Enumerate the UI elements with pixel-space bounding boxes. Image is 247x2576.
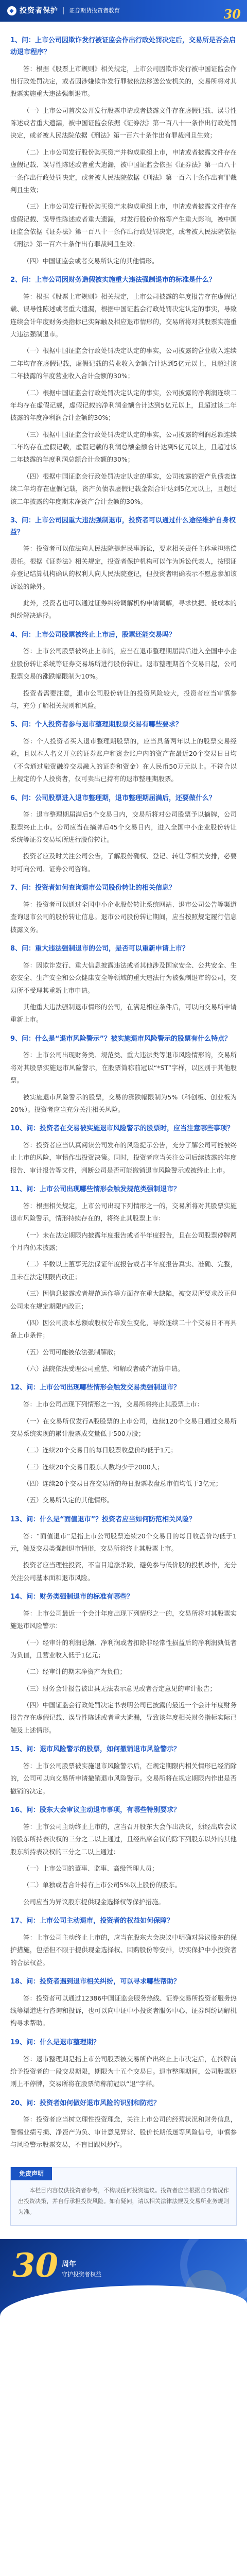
answer xyxy=(10,959,237,1026)
answer-paragraph: （一）上市公司首次公开发行股票申请或者披露文件存在虚假记载、误导性陈述或者重大遗漏，被中国证监会依据《证券法》第一百八十一条作出行政处罚决定，或者被人民法院依据《刑法》第一百六十条作出有罪裁判且生效； xyxy=(10,106,237,140)
anniversary-number: 30 xyxy=(223,7,241,22)
question: 12、问：上市公司出现哪些情形会触发交易类强制退市？ xyxy=(10,1384,181,1392)
answer xyxy=(10,543,237,622)
answer-paragraph: 答：上市公司股票被终止上市的，应当在退市整理期届满后进入全国中小企业股份转让系统等证券交易场所进行股份转让。退市整理期首个交易日起，公司股票交易的涨跌幅限制为10%。 xyxy=(10,647,237,681)
answer-paragraph: 被实施退市风险警示的股票，交易的涨跌幅限制为5%（科创板、创业板为20%）。投资者应当充分关注相关风险。 xyxy=(10,1093,237,1113)
qa-item xyxy=(10,1744,237,1798)
qa-item xyxy=(10,1382,237,1506)
answer-paragraph: 答：投资者可以依法向人民法院提起民事诉讼，要求相关责任主体承担赔偿责任。根据《证券法》相关规定，投资者保护机构可以作为诉讼代表人，按照证券登记结算机构确认的权利人向人民法院登记，但投资者明确表示不愿意参加该诉讼的除外。 xyxy=(10,545,237,590)
answer-paragraph: 其他重大违法强制退市情形的公司，在满足相应条件后，可以向交易所申请重新上市。 xyxy=(10,1003,237,1024)
answer xyxy=(10,2053,237,2091)
answer-paragraph: （三）根据中国证监会行政处罚决定认定的事实，公司披露的利润总额连续二年均存在虚假记载，虚假记载的利润总额金额合计达到5亿元以上，且超过该二年披露的年度利润总额合计金额的30%； xyxy=(10,430,237,464)
answer xyxy=(10,1760,237,1798)
question: 7、问：投资者如何查询退市公司股份转让的相关信息？ xyxy=(10,884,176,892)
answer xyxy=(10,1607,237,1737)
answer-paragraph: （二）连续20个交易日的每日股票收盘价均低于1元； xyxy=(23,1446,177,1454)
header-banner xyxy=(0,0,247,29)
answer-paragraph: 答：退市整理期届满后5个交易日内，交易所将对公司股票予以摘牌，公司股票终止上市。公司应当在摘牌后45个交易日内，进入全国中小企业股份转让系统等证券交易场所进行股份转让。 xyxy=(10,810,237,843)
question: 10、问：投资者在交易被实施退市风险警示的股票时，应当注意哪些事项？ xyxy=(10,1125,234,1133)
anniversary-badge xyxy=(224,3,241,28)
footer-anniversary-number: 30 xyxy=(12,2246,59,2285)
answer-paragraph: 答：根据相关规定，上市公司出现下列情形之一的，交易所将对其股票实施退市风险警示，情形持续存在的，将终止其股票上市： xyxy=(10,1201,237,1223)
answer-paragraph: （三）上市公司发行股份购买资产未构成重组上市，申请或者披露文件存在虚假记载、误导性陈述或者重大遗漏，对发行股份价格等产生重大影响，被中国证监会依据《证券法》第一百八十一条作出行政处罚决定，或者被人民法院依据《刑法》第一百六十条作出有罪裁判且生效； xyxy=(10,202,237,248)
question: 16、问：股东大会审议主动退市事项，有哪些特别要求？ xyxy=(10,1806,181,1814)
answer-paragraph: 公司应当为异议股东提供现金选择权等保护措施。 xyxy=(23,1897,165,1906)
answer xyxy=(10,1049,237,1116)
brand xyxy=(7,4,120,18)
answer-paragraph: 此外，投资者也可以通过证券纠纷调解机构申请调解，寻求快捷、低成本的纠纷解决途径。 xyxy=(10,599,237,620)
answer-paragraph: （三）因信息披露或者规范运作等方面存在重大缺陷，被交易所要求改正但公司未在规定期限内改正； xyxy=(10,1290,237,1310)
brand-sub: 证券期货投资者教育 xyxy=(69,7,120,14)
answer-paragraph: （五）交易所认定的其他情形。 xyxy=(23,1496,114,1504)
qa-item xyxy=(10,630,237,713)
answer xyxy=(10,808,237,875)
question: 2、问：上市公司因财务造假被实施重大违法强制退市的标准是什么？ xyxy=(10,276,216,284)
footer-tagline-text: 守护投资者权益 xyxy=(62,2271,101,2278)
question: 5、问：个人投资者参与退市整理期股票交易有哪些要求？ xyxy=(10,721,183,729)
answer-paragraph: 答：“面值退市”是指上市公司股票连续20个交易日的每日收盘价均低于1元，触及交易类强制退市情形，交易所将终止其股票上市。 xyxy=(10,1532,237,1552)
answer-paragraph: （二）根据中国证监会行政处罚决定认定的事实，公司披露的净利润连续二年均存在虚假记载，虚假记载的净利润金额合计达到5亿元以上，且超过该二年披露的年度净利润合计金额的30%； xyxy=(10,388,237,422)
qa-item xyxy=(10,719,237,785)
answer-paragraph: 投资者应及时关注公司公告，了解股份确权、登记、转让等相关安排，必要时可向公司、证券公司咨询。 xyxy=(10,852,237,873)
brand-divider xyxy=(63,7,64,14)
anniversary-label: 周年 xyxy=(223,23,232,29)
answer-paragraph: 答：投资者可以通过12386中国证监会服务热线、证券交易所投资者服务热线等渠道进行咨询和投诉，也可以向中证中小投资者服务中心、证券纠纷调解机构寻求帮助。 xyxy=(10,1994,237,2027)
answer-paragraph: （四）连续20个交易日在交易所的每日股票收盘总市值均低于3亿元； xyxy=(23,1480,222,1487)
question: 9、问：什么是“退市风险警示”？被实施退市风险警示的股票有什么特点？ xyxy=(10,1035,232,1043)
answer xyxy=(10,899,237,936)
answer-paragraph: （二）经审计的期末净资产为负值； xyxy=(23,1668,127,1676)
answer xyxy=(10,2113,237,2151)
answer-paragraph: （四）中国证监会或者交易所认定的其他情形。 xyxy=(23,257,158,265)
question: 1、问：上市公司因欺诈发行被证监会作出行政处罚决定后，交易所是否会启动退市程序？ xyxy=(10,37,236,56)
question: 4、问：上市公司股票被终止上市后，股票还能交易吗？ xyxy=(10,631,176,639)
qa-item xyxy=(10,2037,237,2091)
answer-paragraph: （二）半数以上董事无法保证年度报告或者半年度报告真实、准确、完整，且未在法定期限内改正； xyxy=(10,1260,237,1281)
answer-paragraph: （三）财务会计报告被出具无法表示意见或者否定意见的审计报告； xyxy=(23,1684,217,1692)
qa-item xyxy=(10,2098,237,2151)
answer xyxy=(10,1992,237,2030)
answer xyxy=(10,1139,237,1177)
answer-paragraph: （五）公司可能被依法强制解散； xyxy=(23,1348,120,1356)
answer-paragraph: 答：因欺诈发行、重大信息披露违法或者其他涉及国家安全、公共安全、生态安全、生产安全和公众健康安全等领域的重大违法行为被强制退市的公司，交易所不受理其重新上市申请。 xyxy=(10,961,237,994)
answer xyxy=(10,1931,237,1969)
qa-item xyxy=(10,943,237,1026)
qa-item xyxy=(10,793,237,876)
answer-paragraph: 答：上市公司出现财务类、规范类、重大违法类等退市风险情形的，交易所将对其股票实施退市风险警示，在股票简称前冠以“*ST”字样，以区别于其他股票。 xyxy=(10,1051,237,1084)
footer-tagline xyxy=(62,2259,101,2279)
qa-item xyxy=(10,1976,237,2030)
qa-item xyxy=(10,515,237,622)
qa-item xyxy=(10,1514,237,1584)
question: 3、问：上市公司因重大违法强制退市，投资者可以通过什么途径维护自身权益？ xyxy=(10,516,236,536)
answer xyxy=(10,645,237,712)
qa-item xyxy=(10,35,237,267)
logo-icon: ◆ xyxy=(7,6,16,15)
question: 20、问：投资者如何做好退市风险的识别和防范？ xyxy=(10,2099,161,2107)
answer xyxy=(10,1398,237,1507)
qa-item xyxy=(10,1123,237,1177)
answer-paragraph: （四）根据中国证监会行政处罚决定认定的事实，公司披露的资产负债表连续二年均存在虚假记载，资产负债表虚假记载金额合计达到5亿元以上，且超过该二年披露的年度期末净资产合计金额的30%。 xyxy=(10,472,237,505)
disclaimer-text: 本栏目内容仅供投资者参考，不构成任何投资建议。投资者应当根据自身情况作出投资决策，并自行承担投资风险。如有疑问，请以相关法律法规及交易所业务规则为准。 xyxy=(18,2187,229,2216)
question: 6、问：公司股票进入退市整理期，退市整理期届满后，还要做什么？ xyxy=(10,794,216,802)
answer-paragraph: 投资者需要注意，退市公司股份转让的投资风险较大，投资者应当审慎参与，充分了解相关规则和风险。 xyxy=(10,689,237,709)
answer xyxy=(10,1200,237,1376)
answer-paragraph: 答：投资者应当认真阅读公司发布的风险提示公告，充分了解公司可能被终止上市的风险，审慎作出投资决策。同时，投资者应当关注公司后续披露的年度报告、审计报告等文件，判断公司是否可能撤销退市风险警示或被终止上市。 xyxy=(10,1141,237,1174)
answer-paragraph: （二）单独或者合计持有上市公司5%以上股份的股东。 xyxy=(23,1881,182,1889)
answer-paragraph: 投资者应当理性投资，不盲目追涨杀跌，避免参与低价股的投机炒作，充分关注公司基本面和退市风险。 xyxy=(10,1561,237,1582)
answer-paragraph: 答：投资者应当树立理性投资理念，关注上市公司的经营状况和财务信息，警惕业绩亏损、净资产为负、审计意见异常、股价长期低迷等风险信号，审慎参与风险警示股票交易，不盲目跟风炒作。 xyxy=(10,2115,237,2149)
answer-paragraph: 答：上市公司股票被实施退市风险警示后，在规定期限内相关情形已经消除的，公司可以向交易所申请撤销退市风险警示。交易所将在规定期限内作出是否撤销的决定。 xyxy=(10,1761,237,1795)
answer-paragraph: 答：根据《股票上市规则》相关规定，上市公司因欺诈发行被中国证监会作出行政处罚决定，或者因涉嫌欺诈发行罪被依法移送公安机关的，交易所将对其股票实施重大违法强制退市。 xyxy=(10,64,237,98)
answer xyxy=(10,735,237,786)
answer-paragraph: （一）在交易所仅发行A股股票的上市公司，连续120个交易日通过交易所交易系统实现的累计股票成交量低于500万股； xyxy=(10,1417,237,1437)
answer-paragraph: 答：退市整理期是指上市公司股票被交易所作出终止上市决定后，在摘牌前给予投资者的一段交易期限，期限为十五个交易日。退市整理期间，公司股票原则上不停牌，交易所将在股票简称前冠以“退”字样。 xyxy=(10,2055,237,2088)
answer-paragraph: （二）上市公司发行股份购买资产并构成重组上市，申请或者披露文件存在虚假记载、误导性陈述或者重大遗漏，被中国证监会依据《证券法》第一百八十一条作出行政处罚决定，或者被人民法院依据《刑法》第一百六十条作出有罪裁判且生效； xyxy=(10,148,237,194)
brand-title: 投资者保护 xyxy=(20,6,58,15)
answer-paragraph: 答：个人投资者买入退市整理期股票的，应当具备两年以上的股票交易经验，且以本人名义开立的证券账户和资金账户内的资产在最近20个交易日日均（不含通过融资融券交易融入的证券和资金）在人民币50万元以上。不符合以上规定的个人投资者，仅可卖出已持有的退市整理期股票。 xyxy=(10,737,237,783)
qa-item xyxy=(10,1805,237,1908)
answer-paragraph: （三）连续20个交易日股东人数均少于2000人； xyxy=(23,1463,164,1471)
question: 8、问：重大违法强制退市的公司，是否可以重新申请上市？ xyxy=(10,945,189,953)
answer-paragraph: 答：上市公司最近一个会计年度出现下列情形之一的，交易所将对其股票实施退市风险警示： xyxy=(10,1609,237,1630)
answer-paragraph: 答：上市公司主动终止上市的，应当召开股东大会作出决议，须经出席会议的股东所持表决权的三分之二以上通过，且经出席会议的除下列股东以外的其他股东所持表决权的三分之二以上通过： xyxy=(10,1822,237,1856)
answer xyxy=(10,1530,237,1585)
answer-paragraph: 答：上市公司出现下列情形之一的，交易所将终止其股票上市： xyxy=(23,1400,204,1409)
disclaimer-tag: 免责声明 xyxy=(11,2167,52,2181)
answer-paragraph: （四）因公司股本总额或股权分布发生变化，导致连续二十个交易日不再具备上市条件； xyxy=(10,1318,237,1340)
qa-item xyxy=(10,275,237,508)
qa-item xyxy=(10,1591,237,1737)
qa-item xyxy=(10,1184,237,1375)
answer xyxy=(10,63,237,268)
answer xyxy=(10,1821,237,1908)
question: 18、问：投资者遇到退市相关纠纷，可以寻求哪些帮助？ xyxy=(10,1977,181,1986)
footer-banner xyxy=(0,2239,247,2316)
answer-paragraph: （一）未在法定期限内披露年度报告或者半年度报告，且在公司股票停牌两个月内仍未披露； xyxy=(10,1231,237,1251)
answer-paragraph: 答：上市公司主动终止上市的，应当在股东大会决议中明确对异议股东的保护措施，包括但不限于提供现金选择权、回购股份等安排，切实保护中小投资者的合法权益。 xyxy=(10,1933,237,1967)
answer xyxy=(10,291,237,508)
qa-item xyxy=(10,1916,237,1969)
answer-paragraph: （四）中国证监会行政处罚决定书表明公司已披露的最近一个会计年度财务报告存在虚假记载、误导性陈述或者重大遗漏，导致该年度相关财务指标实际已触及上述情形。 xyxy=(10,1701,237,1734)
answer-paragraph: （六）法院依法受理公司重整、和解或者破产清算申请。 xyxy=(23,1365,184,1372)
answer-paragraph: （一）上市公司的董事、监事、高级管理人员； xyxy=(23,1864,158,1872)
qa-list xyxy=(0,22,247,2151)
qa-item xyxy=(10,883,237,936)
qa-item xyxy=(10,1033,237,1116)
answer-paragraph: （一）根据中国证监会行政处罚决定认定的事实，公司披露的营业收入连续二年均存在虚假记载，虚假记载的营业收入金额合计达到5亿元以上，且超过该二年披露的年度营业收入合计金额的30%； xyxy=(10,347,237,380)
question: 17、问：上市公司主动退市，投资者的权益如何保障？ xyxy=(10,1917,174,1925)
answer-paragraph: （一）经审计的利润总额、净利润或者扣除非经常性损益后的净利润孰低者为负值，且营业收入低于1亿元； xyxy=(10,1638,237,1659)
answer-paragraph: 答：根据《股票上市规则》相关规定，上市公司披露的年度报告存在虚假记载、误导性陈述或者重大遗漏，根据中国证监会行政处罚决定认定的事实，导致连续会计年度财务类指标已实际触及相应退市情形的，交易所将对其股票实施重大违法强制退市。 xyxy=(10,292,237,338)
footer-tagline-title: 周年 xyxy=(62,2260,76,2268)
footer-wave xyxy=(0,2285,247,2316)
disclaimer-box xyxy=(10,2167,237,2226)
answer-paragraph: 答：投资者可以通过全国中小企业股份转让系统网站、退市公司公告等渠道查询退市公司的股份转让信息。退市公司股份转让期间，应当按照规定履行信息披露义务。 xyxy=(10,900,237,934)
question: 11、问：上市公司出现哪些情形会触发规范类强制退市？ xyxy=(10,1185,181,1194)
question: 13、问：什么是“面值退市”？投资者应当如何防范相关风险？ xyxy=(10,1515,196,1523)
question: 15、问：退市风险警示的股票，如何撤销退市风险警示？ xyxy=(10,1745,181,1754)
question: 19、问：什么是退市整理期？ xyxy=(10,2038,100,2046)
question: 14、问：财务类强制退市的标准有哪些？ xyxy=(10,1593,134,1601)
